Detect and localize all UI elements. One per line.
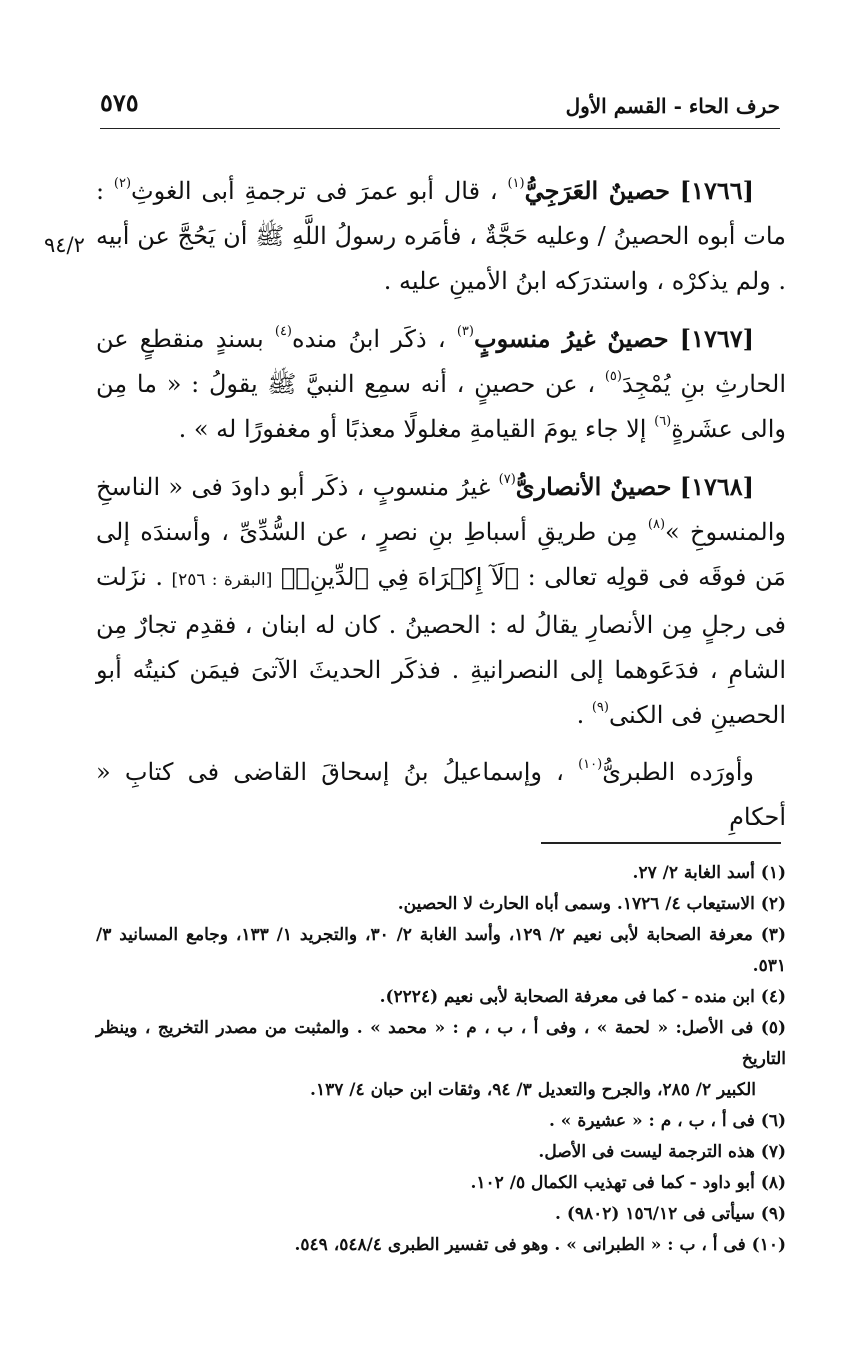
footnote-7: (٧) هذه الترجمة ليست فى الأصل.	[538, 1142, 786, 1162]
running-title: حرف الحاء - القسم الأول	[565, 94, 780, 118]
margin-page-reference: ٩٤/٢	[44, 233, 85, 257]
entry-text: ، قال أبو عمرَ فى ترجمةِ أبى الغوثِ	[131, 177, 498, 205]
entry-number: [١٧٦٧]	[679, 324, 755, 353]
footnote-marker: (١٠)	[578, 757, 603, 772]
entry-text: غيرُ منسوبٍ ، ذكَر أبو داودَ فى « الناسخِ والمنسوخِ »	[96, 473, 786, 546]
footnotes	[96, 858, 786, 1261]
entry-text: مِن طريقِ أسباطِ بنِ نصرٍ ، عن السُّدِّىِّ ، وأسندَه إلى مَن فوقَه فى قولِه تعالى :	[96, 518, 786, 591]
footnote-marker: (٩)	[591, 700, 609, 715]
entry-1767	[96, 316, 786, 452]
page-number: ٥٧٥	[100, 88, 139, 117]
entry-text: . نزَلت فى رجلٍ مِن الأنصارِ يقالُ له : الحصينُ . كان له ابنان ، فقدِم تجارٌ مِن الشامِ ، فدَعَوهما إلى النصرانيةِ . فذكَر الحديثَ الآتىَ فيمَن كنيتُه أبو الحصينِ فى الكنى	[96, 563, 787, 729]
entry-text: ، عن حصينٍ ، أنه سمِع النبيَّ ﷺ يقولُ : « ما مِن والى عشَرةٍ	[96, 370, 786, 443]
footnote-5: (٥) فى الأصل: « لحمة » ، وفى أ ، ب ، م : « محمد » . والمثبت من مصدر التخريج ، وينظر التاريخ	[96, 1018, 786, 1069]
entry-text: بسندٍ منقطعٍ عن الحارثِ بنِ يُمْجِدَ	[96, 325, 786, 398]
footnote-marker: (٤)	[274, 324, 292, 339]
main-text	[96, 168, 786, 852]
header-rule	[100, 128, 780, 129]
entry-text: ، ذكَر ابنُ منده	[292, 325, 446, 353]
page-header	[100, 88, 780, 128]
footnote-5-continued: الكبير ٢/ ٢٨٥، والجرح والتعديل ٣/ ٩٤، وثقات ابن حبان ٤/ ١٣٧.	[310, 1080, 756, 1100]
entry-text: ، وإسماعيلُ بنُ إسحاقَ القاضى فى كتابِ « أحكامِ	[96, 758, 786, 831]
quran-citation: [البقرة : ٢٥٦]	[171, 570, 273, 590]
entry-number: [١٧٦٨]	[679, 472, 754, 501]
entry-1768	[96, 464, 786, 738]
footnote-marker: (٢)	[113, 176, 132, 191]
footnote-marker: (٣)	[456, 324, 474, 339]
footnote-marker: (٥)	[604, 369, 622, 384]
footnote-6: (٦) فى أ ، ب ، م : « عشيرة » .	[548, 1111, 786, 1131]
footnote-1: (١) أسد الغابة ٢/ ٢٧.	[632, 863, 786, 883]
footnote-separator	[541, 842, 781, 844]
footnote-marker: (٧)	[498, 472, 516, 487]
footnote-3: (٣) معرفة الصحابة لأبى نعيم ٢/ ١٢٩، وأسد الغابة ٢/ ٣٠، والتجريد ١/ ١٣٣، وجامع المسانيد ٣/ ٥٣١.	[96, 925, 786, 976]
entry-text: : مات أبوه الحصينُ / وعليه حَجَّةٌ ، فأمَره رسولُ اللَّهِ ﷺ أن يَحُجَّ عن أبيه . ولم يذكرْه ، واستدرَكه ابنُ الأمينِ عليه .	[96, 177, 786, 295]
footnote-marker: (٦)	[654, 414, 672, 429]
entry-text: .	[576, 701, 585, 729]
footnote-10: (١٠) فى أ ، ب : « الطبرانى » . وهو فى تفسير الطبرى ٥٤٨/٤، ٥٤٩.	[294, 1235, 786, 1255]
footnote-marker: (١)	[507, 176, 525, 191]
footnote-2: (٢) الاستيعاب ٤/ ١٧٢٦. وسمى أباه الحارث لا الحصين.	[397, 894, 786, 914]
entry-name: حصينٌ العَرَجِيُّ	[524, 176, 670, 205]
entry-1766	[96, 168, 786, 304]
entry-name: حصينٌ غيرُ منسوبٍ	[473, 324, 669, 353]
footnote-4: (٤) ابن منده - كما فى معرفة الصحابة لأبى نعيم (٢٢٢٤).	[379, 987, 786, 1007]
entry-text: إلا جاء يومَ القيامةِ مغلولًا معذبًا أو مغفورًا له » .	[178, 415, 647, 443]
entry-name: حصينٌ الأنصارىُّ	[515, 472, 672, 501]
footnote-8: (٨) أبو داود - كما فى تهذيب الكمال ٥/ ١٠٢.	[470, 1173, 786, 1193]
entry-text: وأورَده الطبرىُّ	[602, 758, 754, 786]
quran-verse: ﴿لَآ إِكۡرَاهَ فِي ٱلدِّينِۖ﴾	[280, 563, 520, 591]
entry-number: [١٧٦٦]	[679, 176, 754, 205]
footnote-marker: (٨)	[647, 517, 666, 532]
footnote-9: (٩) سيأتى فى ١٥٦/١٢ (٩٨٠٢) .	[554, 1204, 786, 1224]
entry-continuation	[96, 750, 786, 840]
